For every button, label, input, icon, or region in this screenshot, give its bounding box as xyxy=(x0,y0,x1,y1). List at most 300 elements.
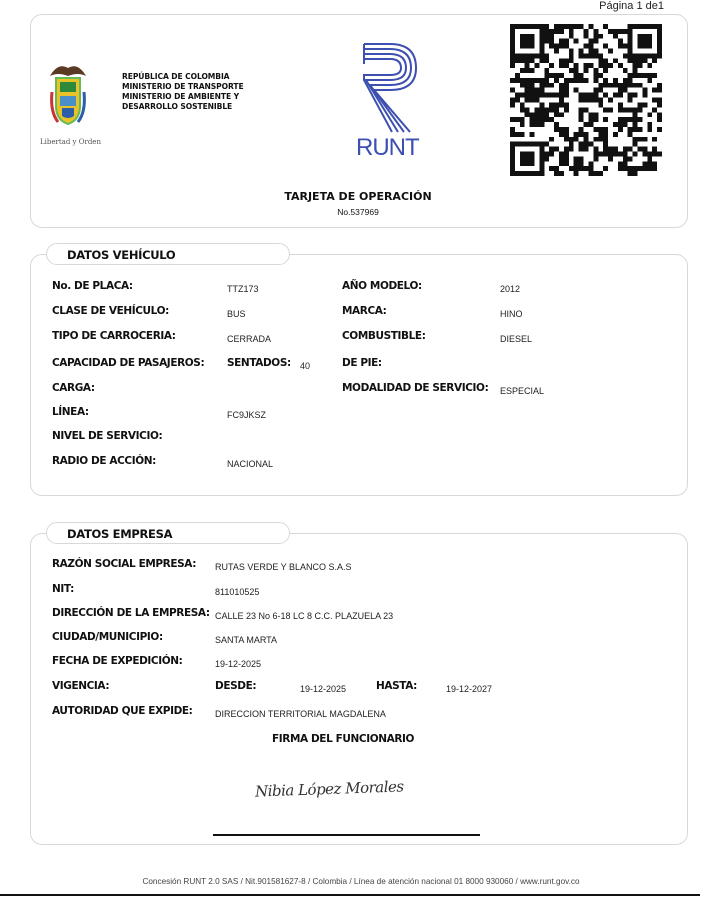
qr-module xyxy=(539,112,544,117)
qr-module xyxy=(608,83,613,88)
autoridad-value: DIRECCION TERRITORIAL MAGDALENA xyxy=(215,709,386,719)
qr-module xyxy=(549,34,554,39)
qr-module xyxy=(564,58,569,63)
qr-module xyxy=(608,107,613,112)
qr-module xyxy=(569,53,574,58)
ciudad-label: CIUDAD/MUNICIPIO: xyxy=(52,631,163,643)
qr-module xyxy=(525,78,530,83)
qr-module xyxy=(637,34,642,39)
qr-module xyxy=(584,107,589,112)
qr-module xyxy=(525,98,530,103)
carga-label: CARGA: xyxy=(52,382,95,394)
qr-module xyxy=(549,44,554,49)
capacidad-label: CAPACIDAD DE PASAJEROS: xyxy=(52,357,205,369)
qr-module xyxy=(642,24,647,29)
qr-module xyxy=(584,147,589,152)
qr-module xyxy=(657,98,662,103)
qr-module xyxy=(633,166,638,171)
qr-module xyxy=(559,132,564,137)
qr-module xyxy=(584,78,589,83)
qr-module xyxy=(520,161,525,166)
qr-module xyxy=(657,29,662,34)
qr-module xyxy=(544,156,549,161)
qr-module xyxy=(598,83,603,88)
qr-module xyxy=(564,39,569,44)
qr-module xyxy=(603,93,608,98)
qr-module xyxy=(564,156,569,161)
qr-module xyxy=(530,44,535,49)
qr-module xyxy=(637,63,642,68)
qr-module xyxy=(579,73,584,78)
qr-module xyxy=(598,127,603,132)
qr-module xyxy=(647,156,652,161)
qr-module xyxy=(549,63,554,68)
qr-module xyxy=(530,24,535,29)
ministry-line: DESARROLLO SOSTENIBLE xyxy=(122,102,233,111)
carroceria-value: CERRADA xyxy=(227,334,272,344)
qr-module xyxy=(539,117,544,122)
qr-module xyxy=(657,49,662,54)
qr-module xyxy=(535,112,540,117)
qr-module xyxy=(574,63,579,68)
qr-module xyxy=(618,63,623,68)
qr-module xyxy=(549,29,554,34)
qr-module xyxy=(564,107,569,112)
qr-module xyxy=(515,142,520,147)
qr-module xyxy=(642,39,647,44)
qr-module xyxy=(520,132,525,137)
qr-module xyxy=(564,147,569,152)
qr-module xyxy=(593,39,598,44)
qr-module xyxy=(618,166,623,171)
qr-module xyxy=(539,24,544,29)
qr-module xyxy=(510,49,515,54)
qr-module xyxy=(593,73,598,78)
qr-module xyxy=(539,83,544,88)
qr-module xyxy=(510,171,515,176)
qr-module xyxy=(593,151,598,156)
qr-module xyxy=(628,58,633,63)
qr-module xyxy=(618,122,623,127)
carroceria-label: TIPO DE CARROCERIA: xyxy=(52,330,176,342)
qr-module xyxy=(530,83,535,88)
qr-module xyxy=(652,166,657,171)
qr-module xyxy=(657,112,662,117)
qr-module xyxy=(652,107,657,112)
qr-module xyxy=(564,93,569,98)
qr-module xyxy=(584,44,589,49)
qr-module xyxy=(520,93,525,98)
qr-module xyxy=(539,147,544,152)
qr-module xyxy=(579,112,584,117)
qr-module xyxy=(657,44,662,49)
qr-module xyxy=(510,29,515,34)
qr-module xyxy=(564,63,569,68)
qr-module xyxy=(647,161,652,166)
autoridad-label: AUTORIDAD QUE EXPIDE: xyxy=(52,705,193,717)
combustible-label: COMBUSTIBLE: xyxy=(342,330,426,342)
qr-module xyxy=(569,49,574,54)
qr-module xyxy=(618,29,623,34)
qr-module xyxy=(628,171,633,176)
qr-module xyxy=(549,107,554,112)
placa-label: No. DE PLACA: xyxy=(52,280,133,292)
qr-module xyxy=(642,102,647,107)
qr-module xyxy=(510,58,515,63)
qr-module xyxy=(657,53,662,58)
qr-module xyxy=(618,44,623,49)
qr-module xyxy=(510,98,515,103)
qr-module xyxy=(657,102,662,107)
qr-module xyxy=(564,127,569,132)
qr-module xyxy=(623,68,628,73)
qr-module xyxy=(535,63,540,68)
desde-label: DESDE: xyxy=(215,680,257,692)
qr-module xyxy=(652,147,657,152)
qr-module xyxy=(564,132,569,137)
qr-module xyxy=(564,88,569,93)
qr-module xyxy=(588,98,593,103)
hasta-value: 19-12-2027 xyxy=(446,684,493,694)
qr-module xyxy=(633,63,638,68)
qr-module xyxy=(628,39,633,44)
qr-module xyxy=(544,68,549,73)
qr-module xyxy=(603,78,608,83)
qr-module xyxy=(510,142,515,147)
qr-module xyxy=(510,127,515,132)
qr-module xyxy=(515,171,520,176)
qr-module xyxy=(623,107,628,112)
qr-module xyxy=(618,39,623,44)
qr-module xyxy=(628,93,633,98)
runt-logo-text: RUNT xyxy=(356,134,419,161)
clase-label: CLASE DE VEHÍCULO: xyxy=(52,305,169,317)
qr-module xyxy=(515,117,520,122)
qr-module xyxy=(515,58,520,63)
qr-module xyxy=(544,53,549,58)
qr-module xyxy=(549,93,554,98)
qr-module xyxy=(564,78,569,83)
qr-module xyxy=(530,122,535,127)
qr-module xyxy=(652,98,657,103)
qr-module xyxy=(530,151,535,156)
qr-module xyxy=(515,73,520,78)
qr-module xyxy=(544,117,549,122)
qr-module xyxy=(593,49,598,54)
qr-module xyxy=(603,44,608,49)
qr-module xyxy=(657,24,662,29)
ministry-line: MINISTERIO DE TRANSPORTE xyxy=(122,82,244,91)
qr-module xyxy=(588,49,593,54)
qr-module xyxy=(603,166,608,171)
qr-module xyxy=(559,24,564,29)
qr-module xyxy=(652,161,657,166)
qr-module xyxy=(544,93,549,98)
qr-module xyxy=(608,147,613,152)
marca-label: MARCA: xyxy=(342,305,387,317)
qr-module xyxy=(593,112,598,117)
sentados-value: 40 xyxy=(300,361,311,371)
qr-module xyxy=(628,117,633,122)
qr-module xyxy=(623,29,628,34)
razon-label: RAZÓN SOCIAL EMPRESA: xyxy=(52,558,197,570)
qr-module xyxy=(569,29,574,34)
qr-module xyxy=(628,166,633,171)
qr-module xyxy=(539,151,544,156)
qr-module xyxy=(652,53,657,58)
de-pie-label: DE PIE: xyxy=(342,357,382,369)
qr-module xyxy=(539,93,544,98)
qr-module xyxy=(554,49,559,54)
qr-module xyxy=(642,44,647,49)
qr-module xyxy=(525,53,530,58)
qr-module xyxy=(574,156,579,161)
qr-module xyxy=(623,151,628,156)
qr-module xyxy=(515,132,520,137)
sentados-label: SENTADOS: xyxy=(227,357,291,369)
qr-module xyxy=(598,88,603,93)
qr-module xyxy=(535,78,540,83)
qr-module xyxy=(628,78,633,83)
qr-module xyxy=(569,78,574,83)
qr-module xyxy=(642,93,647,98)
qr-module xyxy=(579,53,584,58)
qr-module xyxy=(657,117,662,122)
qr-module xyxy=(637,137,642,142)
qr-module xyxy=(633,127,638,132)
qr-module xyxy=(579,98,584,103)
qr-module xyxy=(539,78,544,83)
qr-module xyxy=(510,53,515,58)
qr-module xyxy=(628,24,633,29)
qr-module xyxy=(633,171,638,176)
vigencia-label: VIGENCIA: xyxy=(52,680,110,692)
qr-module xyxy=(593,171,598,176)
qr-module xyxy=(628,73,633,78)
qr-module xyxy=(588,39,593,44)
qr-module xyxy=(588,24,593,29)
qr-module xyxy=(613,147,618,152)
qr-module xyxy=(652,73,657,78)
qr-module xyxy=(535,117,540,122)
qr-module xyxy=(642,53,647,58)
qr-module xyxy=(530,34,535,39)
qr-module xyxy=(633,107,638,112)
qr-module xyxy=(515,53,520,58)
qr-module xyxy=(642,88,647,93)
qr-module xyxy=(520,151,525,156)
qr-module xyxy=(530,171,535,176)
signature-line xyxy=(213,834,480,836)
qr-module xyxy=(525,151,530,156)
qr-module xyxy=(535,171,540,176)
qr-module xyxy=(603,107,608,112)
qr-module xyxy=(539,166,544,171)
qr-module xyxy=(623,88,628,93)
qr-module xyxy=(608,156,613,161)
qr-module xyxy=(579,117,584,122)
qr-module xyxy=(510,63,515,68)
qr-module xyxy=(593,29,598,34)
qr-module xyxy=(574,88,579,93)
qr-module xyxy=(520,102,525,107)
qr-module xyxy=(530,39,535,44)
qr-module xyxy=(628,107,633,112)
qr-module xyxy=(588,93,593,98)
qr-module xyxy=(628,83,633,88)
qr-module xyxy=(525,83,530,88)
qr-module xyxy=(530,117,535,122)
qr-module xyxy=(637,147,642,152)
marca-value: HINO xyxy=(500,309,523,319)
qr-module xyxy=(520,78,525,83)
qr-module xyxy=(598,34,603,39)
qr-module xyxy=(569,34,574,39)
qr-module xyxy=(535,122,540,127)
qr-module xyxy=(569,58,574,63)
qr-module xyxy=(539,122,544,127)
qr-module xyxy=(603,137,608,142)
qr-module xyxy=(637,166,642,171)
qr-module xyxy=(598,63,603,68)
qr-module xyxy=(569,137,574,142)
qr-module xyxy=(525,24,530,29)
qr-module xyxy=(539,49,544,54)
qr-module xyxy=(598,98,603,103)
qr-module xyxy=(623,117,628,122)
qr-module xyxy=(530,156,535,161)
qr-module xyxy=(544,107,549,112)
direccion-label: DIRECCIÓN DE LA EMPRESA: xyxy=(52,607,210,619)
qr-module xyxy=(559,156,564,161)
qr-module xyxy=(642,161,647,166)
qr-module xyxy=(618,117,623,122)
qr-module xyxy=(633,112,638,117)
qr-module xyxy=(579,24,584,29)
ministry-line: MINISTERIO DE AMBIENTE Y xyxy=(122,92,240,101)
qr-module xyxy=(623,53,628,58)
footer-text: Concesión RUNT 2.0 SAS / Nit.901581627-8 / Colombia / Línea de atención nacional 01 8000 930060 / www.runt.gov.co xyxy=(142,877,580,886)
qr-module xyxy=(539,142,544,147)
qr-module xyxy=(588,53,593,58)
qr-module xyxy=(549,166,554,171)
qr-module xyxy=(628,98,633,103)
qr-module xyxy=(598,102,603,107)
qr-module xyxy=(544,24,549,29)
qr-module xyxy=(603,132,608,137)
qr-module xyxy=(588,63,593,68)
qr-module xyxy=(633,24,638,29)
modalidad-value: ESPECIAL xyxy=(500,386,545,396)
qr-module xyxy=(647,112,652,117)
qr-module xyxy=(559,58,564,63)
ministry-line: REPÚBLICA DE COLOMBIA xyxy=(122,72,230,81)
qr-module xyxy=(633,117,638,122)
qr-module xyxy=(579,107,584,112)
qr-module xyxy=(642,166,647,171)
qr-module xyxy=(647,127,652,132)
qr-module xyxy=(544,83,549,88)
qr-module xyxy=(618,88,623,93)
qr-module xyxy=(613,58,618,63)
qr-module xyxy=(535,107,540,112)
qr-module xyxy=(608,151,613,156)
qr-module xyxy=(608,98,613,103)
qr-module xyxy=(525,34,530,39)
qr-module xyxy=(554,171,559,176)
qr-module xyxy=(564,83,569,88)
qr-module xyxy=(647,34,652,39)
qr-module xyxy=(559,93,564,98)
qr-module xyxy=(530,53,535,58)
qr-module xyxy=(510,132,515,137)
qr-module xyxy=(535,24,540,29)
qr-module xyxy=(613,29,618,34)
qr-module xyxy=(564,161,569,166)
qr-module xyxy=(510,34,515,39)
qr-module xyxy=(525,171,530,176)
qr-module xyxy=(539,171,544,176)
qr-module xyxy=(613,83,618,88)
qr-module xyxy=(554,93,559,98)
qr-module xyxy=(633,53,638,58)
qr-module xyxy=(554,166,559,171)
qr-code-icon xyxy=(510,22,662,178)
qr-module xyxy=(539,39,544,44)
qr-module xyxy=(510,78,515,83)
qr-module xyxy=(559,127,564,132)
qr-module xyxy=(530,78,535,83)
qr-module xyxy=(579,127,584,132)
qr-module xyxy=(657,39,662,44)
qr-module xyxy=(544,58,549,63)
qr-module xyxy=(633,151,638,156)
qr-module xyxy=(520,83,525,88)
coat-of-arms-motto: Libertad y Orden xyxy=(40,138,101,146)
qr-module xyxy=(637,117,642,122)
qr-module xyxy=(539,58,544,63)
linea-label: LÍNEA: xyxy=(52,406,89,418)
runt-logo-icon xyxy=(360,40,430,135)
qr-module xyxy=(623,78,628,83)
qr-module xyxy=(637,73,642,78)
qr-module xyxy=(579,156,584,161)
qr-module xyxy=(652,88,657,93)
qr-module xyxy=(637,127,642,132)
qr-module xyxy=(608,63,613,68)
qr-module xyxy=(642,73,647,78)
firma-label: FIRMA DEL FUNCIONARIO xyxy=(272,733,415,745)
qr-module xyxy=(525,63,530,68)
qr-module xyxy=(510,161,515,166)
qr-module xyxy=(554,29,559,34)
qr-module xyxy=(539,156,544,161)
qr-module xyxy=(530,142,535,147)
anio-label: AÑO MODELO: xyxy=(342,280,422,292)
qr-module xyxy=(593,156,598,161)
qr-module xyxy=(544,142,549,147)
qr-module xyxy=(559,73,564,78)
qr-module xyxy=(564,44,569,49)
qr-module xyxy=(544,34,549,39)
qr-module xyxy=(647,122,652,127)
qr-module xyxy=(554,102,559,107)
qr-module xyxy=(579,132,584,137)
qr-module xyxy=(588,171,593,176)
qr-module xyxy=(520,142,525,147)
document-title: TARJETA DE OPERACIÓN xyxy=(284,190,432,203)
qr-module xyxy=(520,53,525,58)
